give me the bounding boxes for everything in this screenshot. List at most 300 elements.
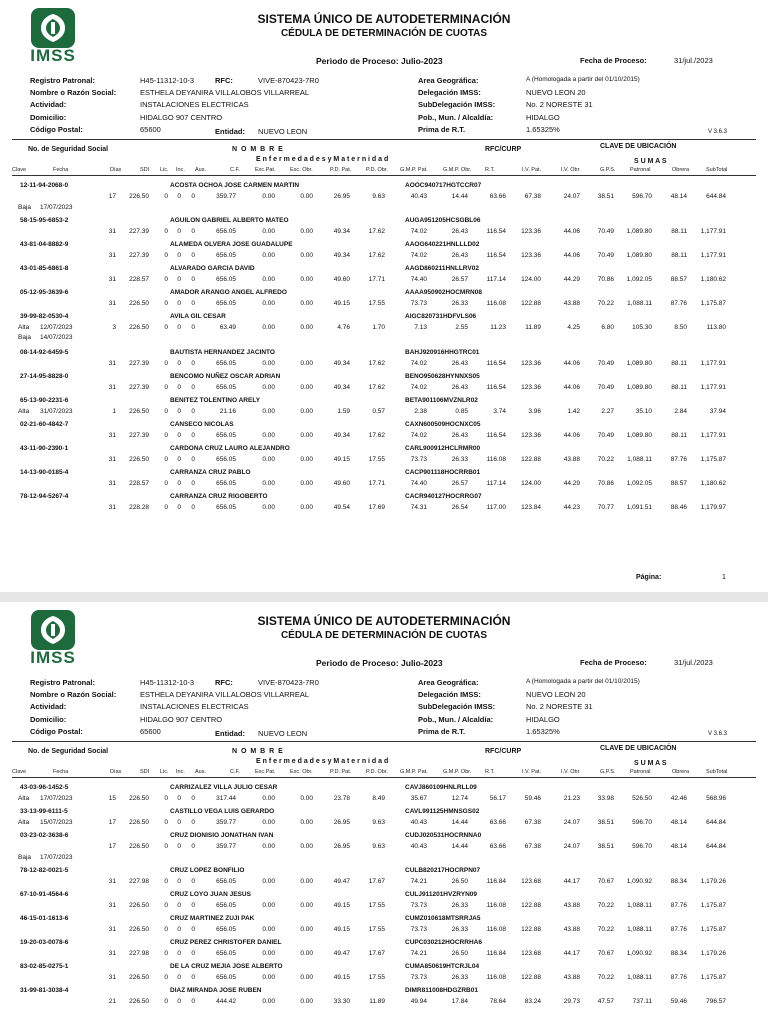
worker-aus: 0 [191,300,195,307]
worker-aus: 0 [191,974,195,981]
worker-rt: 116.08 [486,926,506,933]
worker-nss: 39-99-82-0530-4 [20,313,69,320]
movement-date: 15/07/2023 [40,819,73,826]
col-sub-13: G.M.P. Obr. [443,769,472,775]
worker-rfc: AOOC940717HGTCCR07 [405,182,482,189]
worker-ivp: 122.88 [521,974,541,981]
version-label: V 3.6.3 [708,129,728,135]
worker-pat: 105.30 [632,324,652,331]
worker-dias: 21 [108,998,116,1005]
worker-rt: 78.64 [489,998,506,1005]
period-label: Periodo de Proceso: Julio-2023 [316,56,443,66]
worker-lic: 0 [164,480,168,487]
col-sub-12: G.M.P. Pat. [400,167,428,173]
worker-cf: 656.05 [216,252,236,259]
worker-ivo: 1.42 [567,408,580,415]
worker-sdi: 226.50 [129,324,149,331]
worker-exo: 0.00 [300,324,313,331]
worker-sdi: 226.50 [129,902,149,909]
fecha-label: Fecha de Proceso: [580,56,647,65]
worker-sub: 1,175.87 [700,902,726,909]
worker-aus: 0 [191,252,195,259]
subdelegacion-value: No. 2 NORESTE 31 [526,100,593,109]
area-label: Area Geográfica: [418,76,479,85]
movement-code: Baja [18,854,32,861]
worker-obr: 59.46 [670,998,687,1005]
worker-ivo: 4.25 [567,324,580,331]
worker-obr: 88.11 [671,252,687,259]
worker-pat: 1,090.92 [626,950,652,957]
worker-name: BENITEZ TOLENTINO ARELY [170,397,261,404]
worker-nss: 27-14-95-8828-0 [20,373,69,380]
movement-date: 14/07/2023 [40,334,73,341]
worker-sub: 37.94 [709,408,726,415]
worker-ivo: 43.88 [563,974,580,981]
worker-rt: 63.66 [489,193,506,200]
worker-dias: 31 [108,252,116,259]
worker-sub: 1,175.87 [700,926,726,933]
col-sub-12: G.M.P. Pat. [400,769,428,775]
col-sub-10: P.D. Pat. [330,769,352,775]
worker-pdp: 26.95 [333,819,350,826]
worker-gmo: 26.43 [451,228,468,235]
worker-exp: 0.00 [262,276,275,283]
col-enfermedades: E n f e r m e d a d e s y M a t e r n i d a d [256,156,389,163]
worker-name: AVILA GIL CESAR [170,313,226,320]
worker-rt: 116.08 [486,974,506,981]
page-2 [0,602,768,1024]
worker-cf: 656.05 [216,276,236,283]
worker-pdp: 49.34 [333,384,350,391]
worker-cf: 656.05 [216,902,236,909]
worker-sub: 1,175.87 [700,300,726,307]
worker-obr: 88.34 [670,950,687,957]
rfc-label: RFC: [215,678,233,687]
worker-sdi: 227.39 [129,384,149,391]
col-nombre: N O M B R E [232,146,284,153]
worker-nss: 65-13-90-2231-6 [20,397,69,404]
worker-obr: 88.57 [670,480,687,487]
worker-rfc: CARL900912HCLRMR00 [405,445,481,452]
worker-exo: 0.00 [300,819,313,826]
worker-dias: 31 [108,300,116,307]
worker-gmo: 14.44 [451,819,468,826]
worker-lic: 0 [164,902,168,909]
fecha-value: 31/jul./2023 [674,658,713,667]
worker-gmp: 74.21 [410,878,427,885]
domicilio-label: Domicilio: [30,113,67,122]
worker-pat: 1,088.11 [627,300,652,307]
worker-ivo: 44.29 [563,480,580,487]
worker-nss: 67-10-91-4564-6 [20,891,69,898]
entidad-value: NUEVO LEON [258,127,308,136]
worker-aus: 0 [191,432,195,439]
worker-gmo: 26.43 [451,432,468,439]
worker-lic: 0 [164,819,168,826]
worker-sdi: 226.50 [129,456,149,463]
worker-rfc: DIMR811008HDGZRB01 [405,987,478,994]
col-sub-9: Exc. Obr. [290,167,313,173]
worker-obr: 2.84 [674,408,687,415]
worker-pdp: 49.15 [333,300,350,307]
worker-name: CRUZ LOYO JUAN JESUS [170,891,251,898]
worker-rfc: CUDJ020531HOCRNNA0 [405,832,482,839]
worker-pdp: 49.54 [333,504,350,511]
col-sub-20: SubTotal [706,769,728,775]
nombre-value: ESTHELA DEYANIRA VILLALOBOS VILLARREAL [140,690,310,699]
worker-pdo: 9.63 [372,193,385,200]
worker-sdi: 226.50 [129,974,149,981]
worker-gmo: 26.57 [451,276,468,283]
col-sub-5: Inc. [176,167,185,173]
worker-pdo: 17.71 [368,480,385,487]
worker-ivp: 123.84 [521,504,541,511]
worker-rt: 116.54 [486,360,506,367]
worker-lic: 0 [164,324,168,331]
worker-pat: 1,089.80 [626,384,652,391]
worker-row [0,217,768,239]
area-label: Area Geográfica: [418,678,479,687]
worker-dias: 17 [108,819,116,826]
worker-nss: 08-14-92-6459-5 [20,349,69,356]
worker-inc: 0 [177,998,181,1005]
worker-gps: 70.49 [597,432,614,439]
worker-ivp: 59.46 [524,795,541,802]
worker-rfc: CUPC030212HOCRRHA6 [405,939,482,946]
col-sub-19: Obrera [672,769,690,775]
col-sub-1: Fecha [53,769,69,775]
cp-label: Código Postal: [30,727,83,736]
worker-obr: 48.14 [670,193,687,200]
worker-row [0,867,768,889]
col-sub-17: G.P.S. [600,167,616,173]
worker-dias: 15 [108,795,116,802]
worker-exo: 0.00 [300,480,313,487]
worker-pat: 35.10 [635,408,652,415]
prima-value: 1.65325% [526,125,560,134]
worker-rfc: AIGC820731HDFVLS06 [405,313,477,320]
worker-lic: 0 [164,252,168,259]
worker-sdi: 226.50 [129,795,149,802]
worker-gps: 70.67 [597,950,614,957]
worker-rt: 116.84 [486,950,506,957]
worker-pat: 1,089.80 [626,252,652,259]
header-rule-bottom [12,777,756,778]
worker-ivo: 21.23 [563,795,580,802]
worker-pdp: 49.34 [333,228,350,235]
worker-pat: 1,091.51 [626,504,652,511]
worker-pdo: 17.71 [368,276,385,283]
worker-rt: 116.08 [486,300,506,307]
worker-exp: 0.00 [262,926,275,933]
worker-rt: 63.66 [489,819,506,826]
actividad-label: Actividad: [30,702,67,711]
worker-exo: 0.00 [300,795,313,802]
domicilio-value: HIDALGO 907 CENTRO [140,715,223,724]
worker-name: CARRANZA CRUZ RIGOBERTO [170,493,268,500]
worker-lic: 0 [164,432,168,439]
worker-name: CRUZ MARTINEZ ZUJI PAK [170,915,255,922]
worker-inc: 0 [177,843,181,850]
worker-sdi: 228.28 [129,504,149,511]
worker-row [0,469,768,491]
col-sub-7: C.F. [230,769,240,775]
col-sub-6: Aus. [195,167,207,173]
worker-pdo: 17.67 [368,878,385,885]
col-sub-20: SubTotal [706,167,728,173]
worker-pdp: 49.15 [333,902,350,909]
worker-exp: 0.00 [262,193,275,200]
worker-rt: 116.84 [486,878,506,885]
worker-pdp: 1.59 [337,408,350,415]
fecha-value: 31/jul./2023 [674,56,713,65]
worker-ivp: 123.36 [521,252,541,259]
worker-name: ALVARADO GARCIA DAVID [170,265,255,272]
worker-gmo: 26.50 [451,878,468,885]
worker-row [0,289,768,311]
worker-gmp: 40.43 [410,819,427,826]
worker-sub: 1,179.26 [700,950,726,957]
worker-gmp: 73.73 [410,300,427,307]
worker-rt: 117.00 [486,504,506,511]
worker-sdi: 226.50 [129,843,149,850]
worker-pdo: 0.57 [372,408,385,415]
worker-sub: 1,177.91 [700,432,726,439]
worker-rt: 3.74 [493,408,506,415]
worker-inc: 0 [177,819,181,826]
worker-exp: 0.00 [262,360,275,367]
worker-aus: 0 [191,276,195,283]
worker-sub: 1,177.91 [700,384,726,391]
worker-cf: 359.77 [216,193,236,200]
worker-aus: 0 [191,926,195,933]
worker-gps: 6.80 [601,324,614,331]
worker-cf: 656.05 [216,878,236,885]
worker-exo: 0.00 [300,902,313,909]
worker-rfc: CAXN600509HOCNXC05 [405,421,481,428]
worker-pdo: 17.62 [368,252,385,259]
header-rule-bottom [12,175,756,176]
worker-pdo: 17.62 [368,360,385,367]
worker-rt: 116.08 [486,456,506,463]
worker-rt: 116.54 [486,252,506,259]
worker-sdi: 228.57 [129,480,149,487]
worker-lic: 0 [164,926,168,933]
worker-pat: 1,089.80 [626,360,652,367]
worker-exp: 0.00 [262,228,275,235]
col-sub-3: SDI [140,167,150,173]
page-number: 1 [722,574,726,581]
worker-rfc: AAOG640221HNLLLD02 [405,241,480,248]
worker-cf: 444.42 [216,998,236,1005]
worker-ivp: 67.38 [524,843,541,850]
worker-row [0,891,768,913]
worker-exo: 0.00 [300,360,313,367]
worker-ivo: 43.88 [563,300,580,307]
worker-row [0,241,768,263]
actividad-value: INSTALACIONES ELECTRICAS [140,702,249,711]
worker-pdo: 9.63 [372,819,385,826]
worker-sdi: 226.50 [129,998,149,1005]
worker-ivo: 44.06 [563,252,580,259]
worker-gps: 70.49 [597,228,614,235]
pob-label: Pob., Mun. / Alcaldía: [418,113,494,122]
worker-sub: 1,179.97 [700,504,726,511]
worker-exp: 0.00 [262,456,275,463]
movement-code: Alta [18,795,30,802]
worker-aus: 0 [191,504,195,511]
worker-obr: 88.11 [671,228,687,235]
worker-row [0,421,768,443]
worker-sub: 796.57 [706,998,726,1005]
worker-exp: 0.00 [262,974,275,981]
document-subtitle: CÉDULA DE DETERMINACIÓN DE CUOTAS [280,28,488,39]
worker-exp: 0.00 [262,408,275,415]
document-title: SISTEMA ÚNICO DE AUTODETERMINACIÓN [257,12,511,26]
subdelegacion-label: SubDelegación IMSS: [418,702,496,711]
worker-row [0,808,768,830]
worker-gps: 2.27 [601,408,614,415]
area-value: A (Homologada a partir del 01/10/2015) [526,76,640,83]
col-sub-9: Exc. Obr. [290,769,313,775]
worker-rt: 116.54 [486,228,506,235]
registro-label: Registro Patronal: [30,678,96,687]
worker-exp: 0.00 [262,300,275,307]
worker-pat: 1,089.80 [626,228,652,235]
worker-pdo: 17.55 [368,300,385,307]
worker-inc: 0 [177,193,181,200]
registro-value: H45-11312-10-3 [140,76,195,85]
actividad-value: INSTALACIONES ELECTRICAS [140,100,249,109]
worker-inc: 0 [177,276,181,283]
worker-obr: 88.46 [670,504,687,511]
worker-gmp: 74.40 [410,480,427,487]
worker-pdo: 17.62 [368,384,385,391]
worker-ivp: 122.88 [521,300,541,307]
worker-lic: 0 [164,974,168,981]
worker-obr: 87.76 [670,902,687,909]
worker-sdi: 227.98 [129,878,149,885]
worker-name: CRUZ LOPEZ BONFILIO [170,867,245,874]
worker-pat: 1,092.05 [626,480,652,487]
worker-pdo: 17.55 [368,456,385,463]
worker-exp: 0.00 [262,902,275,909]
col-enfermedades: E n f e r m e d a d e s y M a t e r n i d a d [256,758,389,765]
worker-obr: 48.14 [670,843,687,850]
worker-gps: 70.49 [597,384,614,391]
worker-aus: 0 [191,843,195,850]
worker-gmp: 74.02 [410,252,427,259]
worker-dias: 3 [112,324,116,331]
worker-gps: 70.77 [597,504,614,511]
worker-name: ALAMEDA OLVERA JOSE GUADALUPE [170,241,293,248]
worker-nss: 43-81-04-8882-9 [20,241,69,248]
rfc-value: VIVE-870423-7R0 [258,678,319,687]
worker-ivp: 11.89 [525,324,541,331]
worker-lic: 0 [164,456,168,463]
worker-exp: 0.00 [262,504,275,511]
worker-sub: 644.84 [706,843,726,850]
worker-exo: 0.00 [300,878,313,885]
worker-cf: 359.77 [216,843,236,850]
subdelegacion-value: No. 2 NORESTE 31 [526,702,593,711]
worker-lic: 0 [164,504,168,511]
worker-exp: 0.00 [262,795,275,802]
worker-ivp: 123.68 [521,878,541,885]
worker-pdo: 17.62 [368,228,385,235]
col-sub-0: Clave [12,167,27,173]
worker-cf: 656.05 [216,432,236,439]
worker-ivo: 44.06 [563,384,580,391]
worker-cf: 656.05 [216,360,236,367]
fecha-label: Fecha de Proceso: [580,658,647,667]
worker-pdo: 8.49 [372,795,385,802]
worker-sub: 1,179.26 [700,878,726,885]
col-sub-16: I.V. Obr [561,769,580,775]
worker-nss: 43-11-90-2390-1 [20,445,69,452]
worker-gmp: 74.31 [410,504,427,511]
movement-code: Alta [18,408,30,415]
logo-text: IMSS [30,648,76,667]
worker-exp: 0.00 [262,950,275,957]
worker-gps: 70.22 [597,300,614,307]
worker-pdp: 49.34 [333,252,350,259]
worker-aus: 0 [191,480,195,487]
worker-rfc: CAVL991125HMNSGS02 [405,808,480,815]
worker-rfc: CULJ911201HVZRYN09 [405,891,478,898]
worker-sub: 1,175.87 [700,974,726,981]
worker-rfc: BENO950628HYNNXS05 [405,373,480,380]
worker-gmp: 73.73 [410,926,427,933]
worker-row [0,939,768,961]
worker-aus: 0 [191,795,195,802]
worker-pdo: 17.55 [368,902,385,909]
worker-aus: 0 [191,950,195,957]
worker-lic: 0 [164,300,168,307]
worker-gmo: 26.33 [451,456,468,463]
entidad-label: Entidad: [215,127,245,136]
worker-pat: 1,088.11 [627,902,652,909]
worker-pdp: 49.47 [333,950,350,957]
worker-inc: 0 [177,504,181,511]
worker-obr: 87.76 [670,926,687,933]
worker-inc: 0 [177,384,181,391]
nombre-value: ESTHELA DEYANIRA VILLALOBOS VILLARREAL [140,88,310,97]
worker-nss: 02-21-60-4842-7 [20,421,69,428]
worker-sdi: 227.39 [129,360,149,367]
worker-pdp: 4.76 [337,324,350,331]
worker-rt: 11.23 [490,324,506,331]
worker-pat: 1,092.05 [626,276,652,283]
worker-lic: 0 [164,384,168,391]
worker-name: BENCOMO NUÑEZ OSCAR ADRIAN [170,373,281,380]
worker-nss: 58-15-95-6853-2 [20,217,69,224]
worker-pdp: 26.95 [333,193,350,200]
worker-row [0,915,768,937]
worker-rfc: BETA901106MVZNLR02 [405,397,478,404]
worker-gmp: 40.43 [410,843,427,850]
worker-row [0,445,768,467]
worker-gps: 47.57 [597,998,614,1005]
worker-sdi: 227.39 [129,432,149,439]
col-sub-8: Exc.Pat. [255,769,276,775]
worker-inc: 0 [177,360,181,367]
worker-lic: 0 [164,998,168,1005]
worker-lic: 0 [164,193,168,200]
worker-ivp: 123.36 [521,432,541,439]
worker-name: BAUTISTA HERNANDEZ JACINTO [170,349,275,356]
worker-nss: 14-13-90-0185-4 [20,469,69,476]
